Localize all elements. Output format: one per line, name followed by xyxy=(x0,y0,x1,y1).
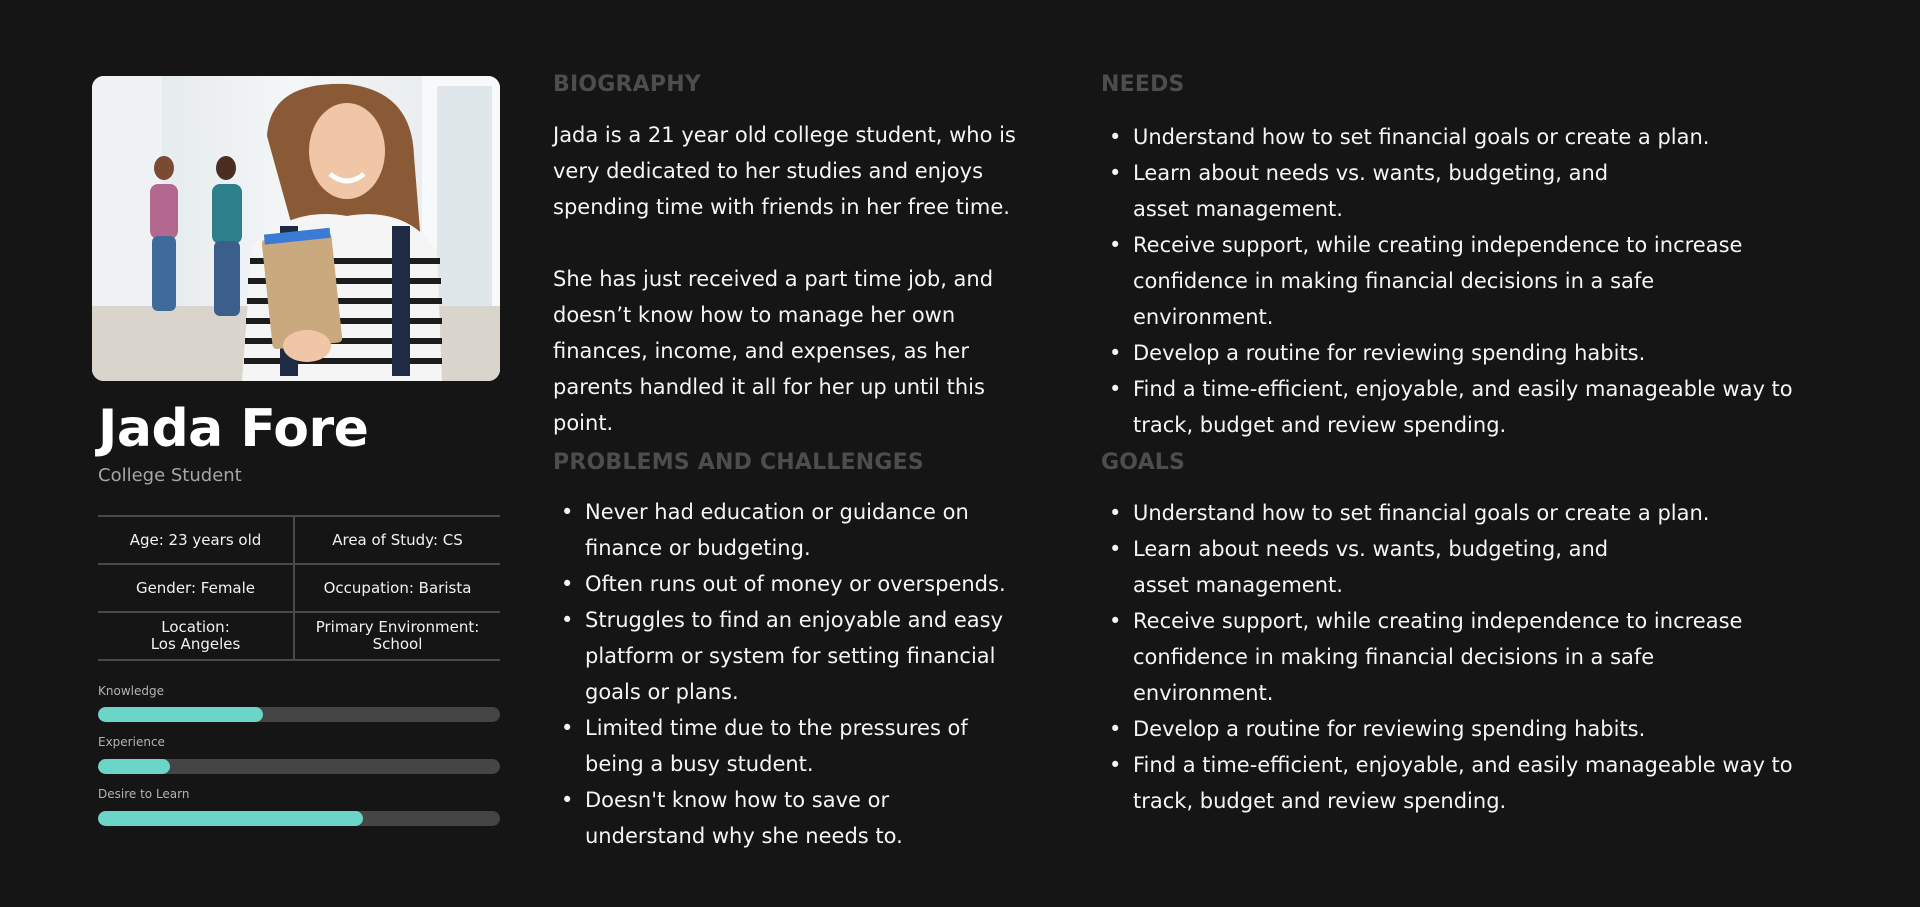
biography-paragraph-1: Jada is a 21 year old college student, who is very dedicated to her studies and enjoys spending time with friends in her free time. xyxy=(553,123,1016,219)
area-of-study-cell: Area of Study: CS xyxy=(332,530,463,549)
desire-to-learn-label: Desire to Learn xyxy=(98,787,190,801)
list-item: • Receive support, while creating independence to increase confidence in making financial decisions in a safe environment. xyxy=(1101,603,1791,711)
desire-to-learn-meter xyxy=(98,811,500,826)
knowledge-meter-fill xyxy=(98,707,263,722)
student-photo-illustration xyxy=(92,76,500,381)
biography-title: BIOGRAPHY xyxy=(553,72,701,97)
demographics-table xyxy=(98,515,500,661)
persona-name: Jada Fore xyxy=(98,399,369,459)
knowledge-meter xyxy=(98,707,500,722)
list-item: • Develop a routine for reviewing spending habits. xyxy=(1101,711,1791,747)
gender-cell: Gender: Female xyxy=(98,565,295,611)
list-item: • Understand how to set financial goals or create a plan. xyxy=(1101,495,1791,531)
list-item: • Never had education or guidance on finance or budgeting. xyxy=(553,494,1013,566)
list-item: • Limited time due to the pressures of being a busy student. xyxy=(553,710,1013,782)
table-row xyxy=(98,565,500,613)
table-row xyxy=(98,517,500,565)
list-item: • Develop a routine for reviewing spending habits. xyxy=(1101,335,1791,371)
list-item: • Find a time-efficient, enjoyable, and easily manageable way to track, budget and review spending. xyxy=(1101,747,1793,819)
persona-role: College Student xyxy=(98,465,242,486)
list-item: • Doesn't know how to save or understand why she needs to. xyxy=(553,782,1013,854)
primary-environment-cell: Primary Environment: School xyxy=(315,618,480,653)
experience-label: Experience xyxy=(98,735,165,749)
age-cell: Age: 23 years old xyxy=(98,517,295,563)
list-item: • Often runs out of money or overspends. xyxy=(553,566,1013,602)
problems-title: PROBLEMS AND CHALLENGES xyxy=(553,450,924,475)
needs-title: NEEDS xyxy=(1101,72,1185,97)
list-item: • Learn about needs vs. wants, budgeting, and asset management. xyxy=(1101,531,1653,603)
goals-title: GOALS xyxy=(1101,450,1186,475)
knowledge-label: Knowledge xyxy=(98,684,164,698)
list-item: • Receive support, while creating independence to increase confidence in making financial decisions in a safe environment. xyxy=(1101,227,1791,335)
needs-list xyxy=(1101,119,1791,443)
occupation-cell: Occupation: Barista xyxy=(323,578,472,597)
location-cell: Location: Los Angeles xyxy=(98,613,295,659)
experience-meter xyxy=(98,759,500,774)
table-row xyxy=(98,613,500,661)
goals-list xyxy=(1101,495,1791,819)
problems-list xyxy=(553,494,1013,854)
profile-photo xyxy=(92,76,500,381)
experience-meter-fill xyxy=(98,759,170,774)
list-item: • Learn about needs vs. wants, budgeting, and asset management. xyxy=(1101,155,1653,227)
list-item: • Struggles to find an enjoyable and easy platform or system for setting financial goals or plans. xyxy=(553,602,1013,710)
list-item: • Find a time-efficient, enjoyable, and easily manageable way to track, budget and review spending. xyxy=(1101,371,1793,443)
desire-to-learn-meter-fill xyxy=(98,811,363,826)
list-item: • Understand how to set financial goals or create a plan. xyxy=(1101,119,1791,155)
biography-paragraph-2: She has just received a part time job, and doesn’t know how to manage her own finances, income, and expenses, as her parents handled it all for her up until this point. xyxy=(553,267,994,435)
